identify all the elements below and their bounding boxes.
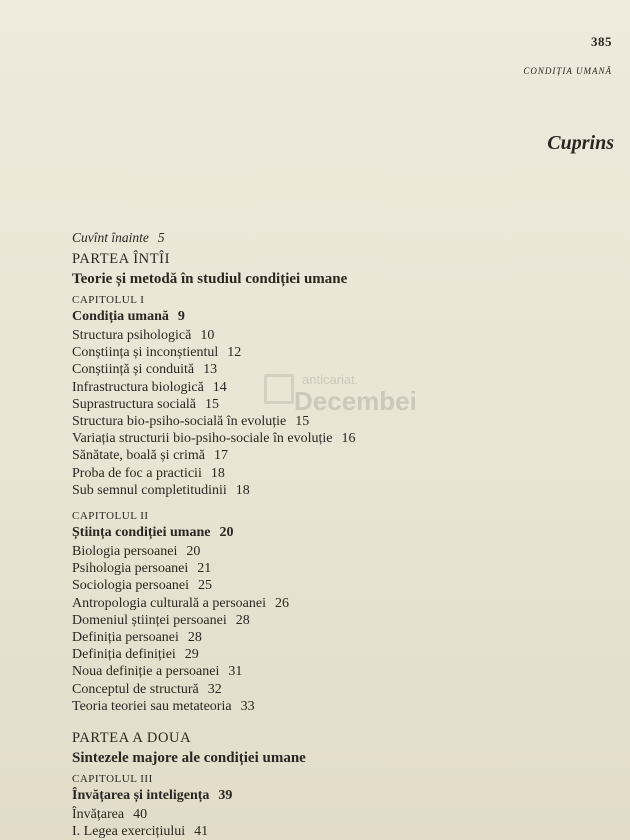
toc-entry [72,396,592,413]
toc-entry [72,413,592,430]
toc-entry [72,560,592,577]
entry-page: 15 [205,396,220,412]
chapter-page: 20 [219,525,234,541]
entry-page: 31 [228,664,243,680]
entry-label: I. Legea exercițiului [72,824,186,840]
entry-page: 18 [210,465,225,481]
entry-label: Sub semnul completitudinii [72,482,227,498]
toc-entry [72,577,592,594]
part-title: Sintezele majore ale condiției umane [72,750,306,767]
chapter-title [72,523,592,542]
toc-title: Cuprins [547,132,614,154]
toc-entry [72,646,592,663]
toc-entry [72,361,592,378]
part-label: PARTEA ÎNTÎI [72,251,171,267]
entry-label: Conceptul de structură [72,681,199,697]
entry-label: Proba de foc a practicii [72,465,202,481]
toc-entry [72,681,592,698]
chapter-label: CAPITOLUL II [72,510,149,523]
chapter-label: CAPITOLUL I [72,294,145,306]
entry-label: Sănătate, boală și crimă [72,448,205,464]
foreword-page: 5 [157,230,165,245]
watermark-text-bottom: Decembei [294,386,417,416]
chapter-title-text: Știința condiției umane [72,525,211,541]
chapter-page: 9 [177,309,185,324]
toc-entry [72,612,592,629]
entry-page: 14 [212,379,227,395]
entry-label: Structura psihologică [72,328,192,343]
entry-page: 18 [235,482,250,498]
entry-page: 29 [184,647,199,663]
entry-page: 10 [200,328,215,343]
chapter-title-text: Învățarea și inteligența [72,788,210,804]
entry-label: Domeniul științei persoanei [72,612,227,628]
part-title: Teorie și metodă în studiul condiției umane [72,271,348,287]
toc-entry [72,595,592,612]
toc-entry [72,698,592,715]
entry-page: 33 [240,698,255,714]
entry-label: Conștiință și conduită [72,362,195,378]
page-number: 385 [591,34,612,49]
entry-page: 28 [187,630,202,646]
toc-entry [72,543,592,560]
toc-entry [72,344,592,361]
entry-label: Sociologia persoanei [72,578,190,594]
running-head: CONDIȚIA UMANĂ [523,66,612,76]
toc-entry [72,379,592,396]
toc-entry [72,806,592,823]
entry-label: Biologia persoanei [72,544,178,560]
chapter-page: 39 [218,788,233,804]
entry-page: 25 [198,578,213,594]
entry-page: 21 [197,561,212,577]
entry-label: Noua definiție a persoanei [72,664,220,680]
toc-entry [72,465,592,482]
part-label: PARTEA A DOUA [72,730,192,747]
toc-entry [72,482,592,499]
entry-page: 15 [295,414,310,430]
entry-label: Variația structurii bio-psiho-sociale în evoluție [72,431,333,447]
entry-page: 16 [341,431,356,447]
entry-page: 32 [207,681,222,697]
chapter-title [72,786,592,805]
chapter-title [72,307,592,326]
foreword-label: Cuvînt înainte [72,230,149,245]
toc-entry [72,447,592,464]
entry-label: Teoria teoriei sau metateoria [72,698,232,714]
entry-label: Antropologia culturală a persoanei [72,595,266,611]
toc-entry [72,327,592,344]
entry-page: 28 [235,612,250,628]
chapter-label: CAPITOLUL III [72,773,153,786]
entry-label: Infrastructura biologică [72,379,204,395]
watermark-text-top: anticariat. [302,372,359,387]
entry-label: Structura bio-psiho-socială în evoluție [72,414,287,430]
entry-page: 12 [227,345,242,361]
entry-label: Psihologia persoanei [72,561,189,577]
table-of-contents [72,228,592,840]
entry-label: Conștiința și inconștientul [72,345,219,361]
entry-page: 17 [213,448,228,464]
foreword-entry [72,228,592,248]
entry-page: 26 [274,595,289,611]
entry-label: Definiția definiției [72,647,176,663]
entry-page: 13 [203,362,218,378]
entry-page: 40 [133,807,148,823]
toc-entry [72,823,592,840]
toc-entry [72,430,592,447]
entry-label: Învățarea [72,807,125,823]
entry-page: 41 [194,824,209,840]
chapter-title-text: Condiția umană [72,309,169,324]
entry-label: Suprastructura socială [72,396,197,412]
toc-entry [72,629,592,646]
toc-entry [72,663,592,680]
entry-page: 20 [186,544,201,560]
entry-label: Definiția persoanei [72,630,179,646]
